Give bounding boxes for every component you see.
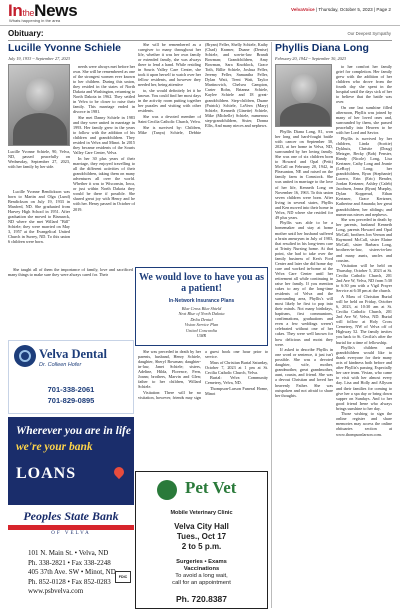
newspaper-logo: IntheNews: [8, 1, 78, 20]
pet-vet-logo: Pet Vet: [141, 476, 263, 508]
section-tag: Our Deepest Sympathy: [347, 31, 391, 36]
obituary-1-photo: [8, 64, 70, 146]
section-rule: [8, 40, 392, 41]
ad-slogan-line2: we're your bank: [16, 441, 93, 453]
ad-subtitle: Mobile Veterinary Clinic: [170, 510, 233, 516]
insurance-plan: UMR: [196, 333, 207, 339]
ad-network-title: In-Network Insurance Plans: [168, 298, 235, 304]
obituary-1-name: Lucille Yvonne Schiele: [8, 42, 122, 54]
insurance-plan: Vision Service Plan: [184, 322, 219, 328]
insurance-plan: United Concordia: [186, 327, 217, 333]
bank-subtitle: OF VELVA: [51, 531, 91, 536]
bank-logo: [8, 507, 134, 547]
ad-doctor-name: Dr. Colleen Hofer: [39, 362, 82, 368]
issue-info: VelvaVoice | Thursday, October 5, 2023 | Page 2: [291, 7, 391, 12]
obituary-1-caption: Lucille Yvonne Schiele, 90, Velva, ND, passed peacefully on Wednesday, September 27, 2023, with her family by her side.: [8, 149, 70, 170]
paw-icon: [157, 480, 177, 500]
obituary-2-text-col1: Phyllis Diana Long, 81, won her long and hard-fought battle with cancer on September 30, 2023, at her home in Velva, ND, surrounded by her loving family. She was one of six children born to Howard and Opal (Petit) McCall on February 20, 1942, in Pleasanton, NE and raised on the family farm in Comstock. She was united in marriage to the love of her life, Kenneth Long on November 16, 1963. To this union seven children were born. After living in several states, Phyllis and Ken moved into their home in Velva, ND where she resided for 49 plus years. Phyllis was able to be a homemaker and stay at home mother until her husband suffered a brain aneurysm in July of 1983, that resulted in his long-term care at Trinity Nursing home. At that point, she had to take over the family business of Ken's Ford Center and later she did home day care and worked in-home at the Velva Care Center until her retirement all while continuing to raise her family. If you mention cakes to any of the long-time residents of Velva and the surrounding area, Phyllis's will most likely be first to pop into their minds. Not many birthdays, baptisms, first communions, confirmations, graduations and even a few weddings weren't celebrated without one of her cakes. They were well known for how delicious and moist they were. If asked to describe Phyllis in one word or sentence, it just isn't possible. She was a devoted daughter, wife, mother, grandmother, great grandmother, aunt, cousin, and friend. She was a devout Christian and loved her heavenly Father. She was outspoken and not afraid to share her thoughts.: [275, 129, 333, 398]
map-pin-icon: [112, 465, 126, 479]
obituary-2-photo: [275, 64, 332, 127]
bank-loans-ad: [8, 417, 134, 505]
ad-event-details: Velva City Hall Tues., Oct 17 2 to 5 p.m.: [174, 522, 229, 551]
pet-vet-ad: [135, 471, 268, 609]
ad-services: Surgeries • Exams Vaccinations To avoid a long wait, call for an appointment: [172, 559, 231, 586]
ad-slogan-line1: Wherever you are in life: [16, 425, 131, 437]
bank-contact-info: [8, 547, 134, 608]
velva-dental-insurance-ad: [135, 267, 268, 346]
ad-phone: Ph. 720.8387: [175, 594, 228, 604]
ad-phone: 701-338-2061: [47, 385, 95, 394]
ad-business-name: Velva Dental: [39, 347, 107, 361]
bank-name: Peoples State Bank: [23, 509, 119, 523]
obituary-2-text-col2: to her comfort her family grief for completion. Her family grew with the addition of her children who drove from the fourth day she spent in the hospital until the days sick of her to believe that the battle was over. On one last sunshine filled afternoon, Phyllis was joined by many of her loved ones and, surrounded by them, she passed peacefully into Heaven to be with her Lord and Savior. Phyllis is survived by her children, Linda (Scottie) Dykhuis, Christie (Doug) Metzger, Becky (Bob) Fenster, Randy (Nicole) Long, Lisa Kertzner, Cathy Long and Jeanie (LeRoy) Long; her grandchildren, Ryan (Stephanie) Lucero, Erin (Eric) Bender, Jordan Kertzner, Ashley (Caleb) Jacobsen, Jenna (Ryan) Murphy, Dylan Kopperud, Ethan Kertzner, Grace Kertzner, Katherine and Amanda; her great grandchildren; her siblings; and numerous nieces and nephews. She was preceded in death by her parents, husband Kenneth Long, parents Howard and Opal McCall, brothers Jon Vernon and Raymond McCall, sister Elaine McCall, sister Barbara Long, brothers-in-law, sisters-in-law and many aunts, uncles and cousins. Visitation will be held on Thursday, October 5, 2023 at St. Cecilia Catholic Church, 201 2nd Ave W, Velva, ND from 5:30 to 6:30 pm with a Vigil Prayer Service at 6:30 pm at the church. A Mass of Christian Burial will be held on Friday, October 6, 2023, at 10:30 am at St. Cecilia Catholic Church, 201 2nd Ave W, Velva, ND. Burial will follow at Holy Cross Cemetery, NW of Velva off of Highway 52. The family invites you back to St. Cecilia's after the burial for a time of fellowship. Phyllis's children and grandchildren would like to thank everyone for their many acts of kindness both before and after Phyllis's passing. Especially her care team. Vivian, who came to visit with her almost every day. Lisa and Holly and Allyson and their families for coming to give her a spa day or bring down supper on Sundays. And to her good friend Irene who always brings sunshine to her day. Those wishing to sign the online register and share memories may access the online obituaries section at www.thompsonlarson.com.: [336, 64, 392, 437]
column-divider: [271, 42, 272, 608]
ad-phone: 701-829-0895: [47, 396, 95, 405]
obituary-2-dates: February 20, 1942 ~ September 30, 2023: [275, 56, 347, 61]
ad-loans-word: LOANS: [16, 465, 77, 482]
ad-headline: We would love to have you as a patient!: [138, 272, 264, 294]
masthead: [0, 0, 400, 26]
bank-addresses: 101 N. Main St. • Velva, ND Ph. 338-2821 • Fax 338-2248 405 37th Ave. SW • Minot, ND Ph. 852-0128 • Fax 852-0283 www.psbvelva.com: [28, 549, 116, 596]
velva-dental-ad: [8, 340, 134, 414]
obituary-1-text-col1: Lucille Yvonne Bendickson was born to Martin and Olga (Lund) Bendickson on July 19, 1933 in Manfred, ND. She graduated from Harvey High School in 1951. After graduation she moved to Bismarck, ND where she met Willard "Bill" Schiele; they were married on May 3, 1957 at the Evangelical United Church in Surrey, ND. To this union 6 children were born.: [8, 189, 70, 245]
insurance-plan: Next Blue of North Dakota: [178, 311, 225, 317]
insurance-plan: Blue Cross Blue Shield: [181, 306, 222, 311]
obituary-1-text-col3: She will be remembered as a caregiver to many throughout her life, whether it was her own family or extended family, she was always there to lend a hand. While residing in Souris Valley Care Center, she took it upon herself to watch over her fellow residents, and however they needed her, being attentive to, she would definitely let it be known. You could find her most days in the activity room putting together her puzzles and visiting with other residents. She was a devoted member of Saint Cecilia Catholic Church, Velva. She is survived by: Children, Mike (Tanya) Schiele, Debbie (Bryan) Feller, Shelly Schiele, Kathy (Chad) Kramer, Duane (Denise) Schiele, and son-in-law Brandt Bowman; Grandchildren, Amy Bowman, Sara Knoblock, Grace Toth, Billie Schiele, Joshua Feller, Jeremy Feller, Samantha Feller, Dylan Watt, Trent Watt, Taylor Martinovich, Chelsea Campion, Carter Rohn, Brianna Schiele, Kaylee Schiele and 18 great-grandchildren. Step-children, Duane (Patrick) Schiele, LaVern (Mary) Schiele, Kenneth (Ginette) Schiele, Mike (Michelle) Schiele, numerous step-grandchildren, Sister, Donna Ellis, And many nieces and nephews.: [138, 42, 268, 135]
fdic-badge: FDIC: [115, 571, 131, 583]
obituary-1-text-col3-continued: She was preceded in death by her parents, husband, Henry Schiele, daughter, Sheryl Bowman; daughter-in-law, Janet Schiele; sisters, Adeline, Hilda, Florence, Fern, Joann; brothers, Marvin and Glen; father to her children, Willard Schiele. Visitation: There will be no visitation, however, friends may sign a guest book one hour prior to service. Mass of Christian Burial Saturday, October 7, 2023 at 1 pm at St. Cecilia Catholic Church, Velva. Burial: Velva Community Cemetery, Velva, ND. Thompson-Larson Funeral Home, Minot: [138, 349, 268, 401]
obituary-1-dates: July 19, 1933 ~ September 27, 2023: [8, 56, 70, 61]
insurance-plan: Delta Dental: [190, 316, 213, 322]
bank-stripe: [8, 525, 134, 530]
obituary-2-name: Phyllis Diana Long: [275, 42, 369, 54]
tagline: Whats happening in the area: [9, 18, 61, 23]
obituary-1-text-col1b: She taught all of them the importance of family, love and sacrificed many things to make sure they were always cared for. Their: [8, 267, 133, 278]
tooth-logo-icon: [14, 345, 36, 367]
section-title: Obituary:: [8, 29, 44, 38]
obituary-1-text-col2: needs were always met before her own. She will be remembered as one of the strongest women ever known to her children. During this union, they resided in the states of North Dakota and Washington, returning to North Dakota in 1962. They settled in Velva to be closer to raise their family. This marriage ended in divorce in 1981. She met Danny Schiele in 1983 and they were united in marriage in 1993. Her family grew in the years to follow with the addition of his children and grandchildren. They resided in Velva and Minot. In 2015 they became residents of the Souris Valley Care Center, Velva. In her 30 plus years of their marriage, they enjoyed travelling to all the different activities of their grandchildren, taking them on many adventures all over the world. Whether it was to Wisconsin, Iowa, or just within North Dakota they would be there if possible. She shared great joy with Henry and he with her. Henry passed in October of 2019.: [73, 64, 135, 212]
insurance-plan-list: [136, 306, 267, 338]
